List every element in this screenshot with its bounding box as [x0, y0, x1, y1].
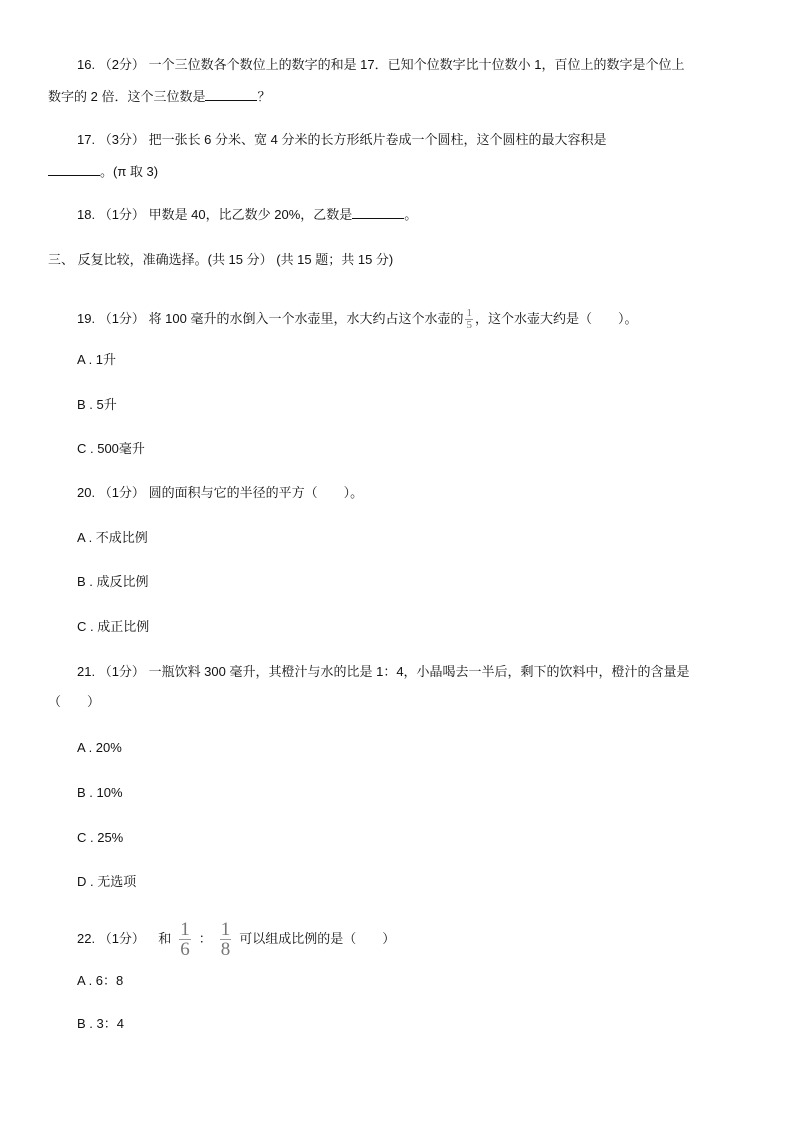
- q-text: ，这个水壶大约是（ ）。: [474, 310, 638, 326]
- q21-line2: （ ）: [48, 694, 101, 709]
- q-text: 。(π 取 3): [100, 164, 159, 179]
- q-text: 一个三位数各个数位上的数字的和是 17．已知个位数字比十位数小 1，百位上的数字是个位上: [148, 57, 685, 72]
- option-b[interactable]: B . 成反比例: [77, 574, 149, 589]
- q-score: （1分）: [98, 931, 145, 946]
- option-c[interactable]: C . 25%: [77, 830, 124, 845]
- section-3-heading: 三、 反复比较，准确选择。(共 15 分） (共 15 题；共 15 分): [48, 252, 394, 267]
- q21-line1: [77, 664, 690, 680]
- q-text: ？: [257, 89, 271, 104]
- q-text: 和: [158, 931, 172, 946]
- q-text: 甲数是 40，比乙数少 20%，乙数是: [148, 207, 353, 222]
- q-score: （1分）: [98, 310, 145, 326]
- option-a[interactable]: A . 1升: [77, 352, 117, 367]
- numerator: 1: [180, 919, 190, 941]
- q20: [77, 485, 363, 501]
- denominator: 8: [220, 939, 231, 961]
- option-b[interactable]: B . 5升: [77, 397, 117, 412]
- q17-line2: [48, 163, 158, 180]
- option-b[interactable]: B . 10%: [77, 785, 123, 800]
- numerator: 1: [466, 307, 472, 319]
- q-number: 20.: [77, 485, 96, 500]
- q-number: 17.: [77, 132, 96, 147]
- q16-line2: [48, 88, 270, 105]
- q-score: （2分）: [98, 57, 145, 72]
- answer-blank[interactable]: [352, 206, 404, 219]
- q-number: 22.: [77, 931, 96, 946]
- answer-blank[interactable]: [205, 88, 257, 101]
- fraction: [179, 920, 191, 959]
- ratio-colon: ：: [198, 931, 212, 946]
- denominator: 6: [180, 939, 190, 961]
- q-score: （1分）: [98, 664, 145, 679]
- numerator: 1: [220, 919, 231, 941]
- q-text: 把一张长 6 分米、宽 4 分米的长方形纸片卷成一个圆柱，这个圆柱的最大容积是: [148, 132, 607, 147]
- option-c[interactable]: C . 成正比例: [77, 619, 150, 634]
- q-text: 一瓶饮料 300 毫升，其橙汁与水的比是 1：4，小晶喝去一半后，剩下的饮料中，橙汁的含量是: [148, 664, 690, 679]
- q-number: 19.: [77, 310, 96, 326]
- q-number: 18.: [77, 207, 96, 222]
- q-score: （1分）: [98, 485, 145, 500]
- q-number: 16.: [77, 57, 96, 72]
- q17-line1: [77, 132, 606, 148]
- q-text: 将 100 毫升的水倒入一个水壶里，水大约占这个水壶的: [148, 310, 464, 326]
- option-a[interactable]: A . 不成比例: [77, 530, 148, 545]
- q-text: 。: [404, 207, 418, 222]
- q22: [77, 920, 395, 959]
- option-a[interactable]: A . 6：8: [77, 973, 124, 988]
- q19: [77, 308, 638, 331]
- option-a[interactable]: A . 20%: [77, 740, 122, 755]
- option-c[interactable]: C . 500毫升: [77, 441, 145, 456]
- fraction: [465, 308, 473, 331]
- q-score: （1分）: [98, 207, 145, 222]
- answer-blank[interactable]: [48, 163, 100, 176]
- denominator: 5: [466, 319, 472, 331]
- q-text: 圆的面积与它的半径的平方（ ）。: [148, 485, 364, 500]
- q-score: （3分）: [98, 132, 145, 147]
- fraction: [220, 920, 232, 959]
- q-text: 数字的 2 倍．这个三位数是: [48, 89, 206, 104]
- q-text: 可以组成比例的是（ ）: [239, 931, 396, 946]
- q18: [77, 206, 417, 223]
- option-d[interactable]: D . 无选项: [77, 874, 137, 889]
- q-number: 21.: [77, 664, 96, 679]
- option-b[interactable]: B . 3：4: [77, 1016, 124, 1031]
- q16-line1: [77, 57, 684, 73]
